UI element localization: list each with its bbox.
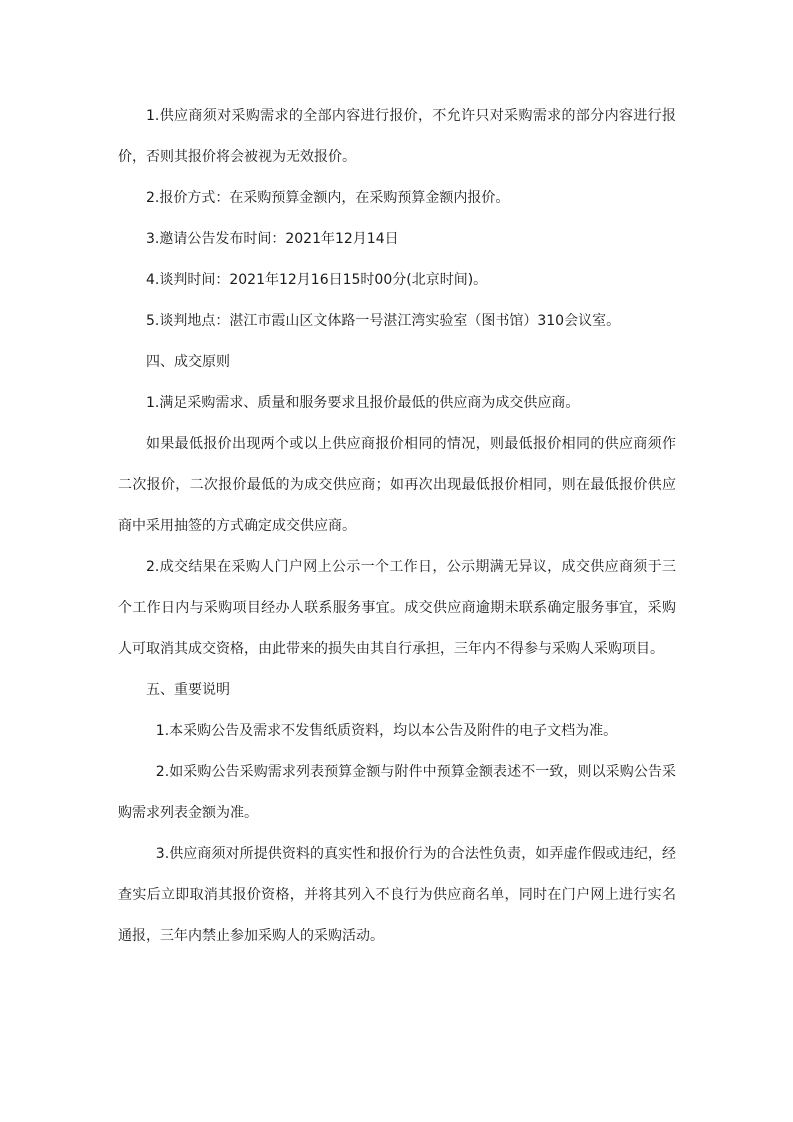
paragraph-award-criteria: 1.满足采购需求、质量和服务要求且报价最低的供应商为成交供应商。 xyxy=(146,395,580,411)
paragraph-award-publicity: 2.成交结果在采购人门户网上公示一个工作日，公示期满无异议，成交供应商须于三个工作日内与采购项目经办人联系服务事宜。成交供应商逾期未联系确定服务事宜，采购人可取消其成交资格，由此带来的损失由其自行承担，三年内不得参与采购人采购项目。 xyxy=(118,559,676,657)
section-heading-award-principles: 四、成交原则 xyxy=(146,354,230,370)
paragraph-tie-rule: 如果最低报价出现两个或以上供应商报价相同的情况，则最低报价相同的供应商须作二次报价，二次报价最低的为成交供应商；如再次出现最低报价相同，则在最低报价供应商中采用抽签的方式确定成交供应商。 xyxy=(118,436,676,534)
section-heading-important-notes: 五、重要说明 xyxy=(146,682,230,698)
paragraph-publish-time: 3.邀请公告发布时间：2021年12月14日 xyxy=(146,231,399,247)
document-body xyxy=(118,96,676,957)
paragraph-supplier-responsibility: 3.供应商须对所提供资料的真实性和报价行为的合法性负责，如弄虚作假或违纪，经查实后立即取消其报价资格，并将其列入不良行为供应商名单，同时在门户网上进行实名通报，三年内禁止参加采购人的采购活动。 xyxy=(118,846,676,944)
paragraph-negotiation-time: 4.谈判时间：2021年12月16日15时00分(北京时间)。 xyxy=(146,272,488,288)
paragraph-electronic-docs: 1.本采购公告及需求不发售纸质资料，均以本公告及附件的电子文档为准。 xyxy=(155,723,618,739)
paragraph-quote-method: 2.报价方式：在采购预算金额内，在采购预算金额内报价。 xyxy=(146,190,510,206)
paragraph-quote-requirement: 1.供应商须对采购需求的全部内容进行报价，不允许只对采购需求的部分内容进行报价，否则其报价将会被视为无效报价。 xyxy=(118,108,676,165)
paragraph-negotiation-location: 5.谈判地点：湛江市霞山区文体路一号湛江湾实验室（图书馆）310会议室。 xyxy=(146,313,621,329)
paragraph-budget-discrepancy: 2.如采购公告采购需求列表预算金额与附件中预算金额表述不一致，则以采购公告采购需求列表金额为准。 xyxy=(118,764,676,821)
